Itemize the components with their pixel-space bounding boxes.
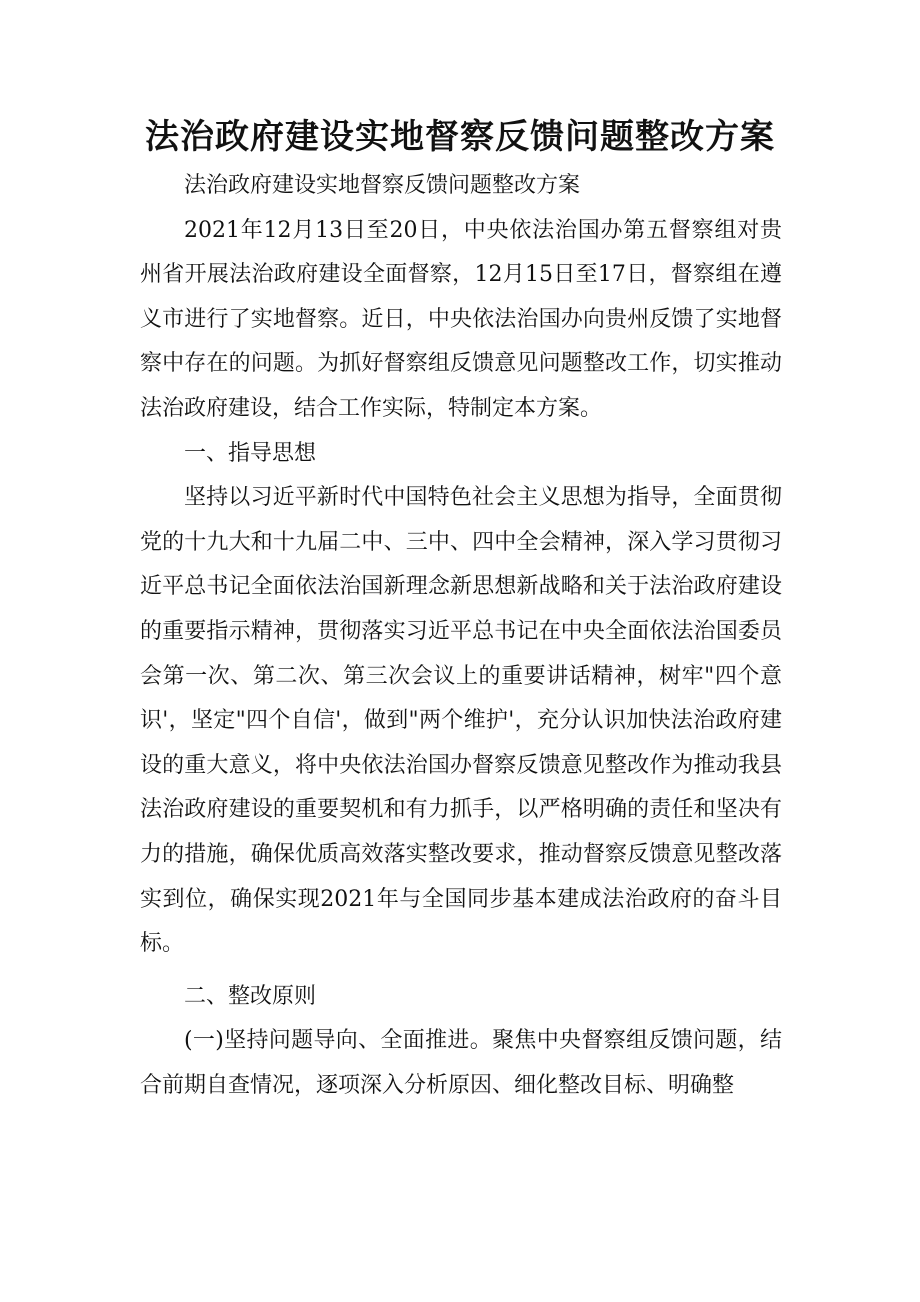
intro-paragraph: 2021年12月13日至20日，中央依法治国办第五督察组对贵州省开展法治政府建设全面督察，12月15日至17日，督察组在遵义市进行了实地督察。近日，中央依法治国办向贵州反馈了实地督察中存在的问题。为抓好督察组反馈意见问题整改工作，切实推动法治政府建设，结合工作实际，特制定本方案。 — [140, 217, 782, 421]
document-title: 法治政府建设实地督察反馈问题整改方案 — [145, 117, 775, 157]
section-heading-guiding-thought: 一、指导思想 — [184, 440, 317, 466]
principle-one-paragraph: (一)坚持问题导向、全面推进。聚焦中央督察组反馈问题，结合前期自查情况，逐项深入分析原因、细化整改目标、明确整 — [140, 1028, 782, 1098]
subtitle-paragraph: 法治政府建设实地督察反馈问题整改方案 — [184, 173, 581, 198]
document-body — [140, 164, 782, 1108]
guiding-thought-paragraph: 坚持以习近平新时代中国特色社会主义思想为指导，全面贯彻党的十九大和十九届二中、三中、四中全会精神，深入学习贯彻习近平总书记全面依法治国新理念新思想新战略和关于法治政府建设的重要指示精神，贯彻落实习近平总书记在中央全面依法治国委员会第一次、第二次、第三次会议上的重要讲话精神，树牢"四个意识'，坚定"四个自信'，做到"两个维护'，充分认识加快法治政府建设的重大意义，将中央依法治国办督察反馈意见整改作为推动我县法治政府建设的重要契机和有力抓手，以严格明确的责任和坚决有力的措施，确保优质高效落实整改要求，推动督察反馈意见整改落实到位，确保实现2021年与全国同步基本建成法治政府的奋斗目标。 — [140, 485, 782, 957]
section-heading-principles: 二、整改原则 — [184, 983, 317, 1009]
